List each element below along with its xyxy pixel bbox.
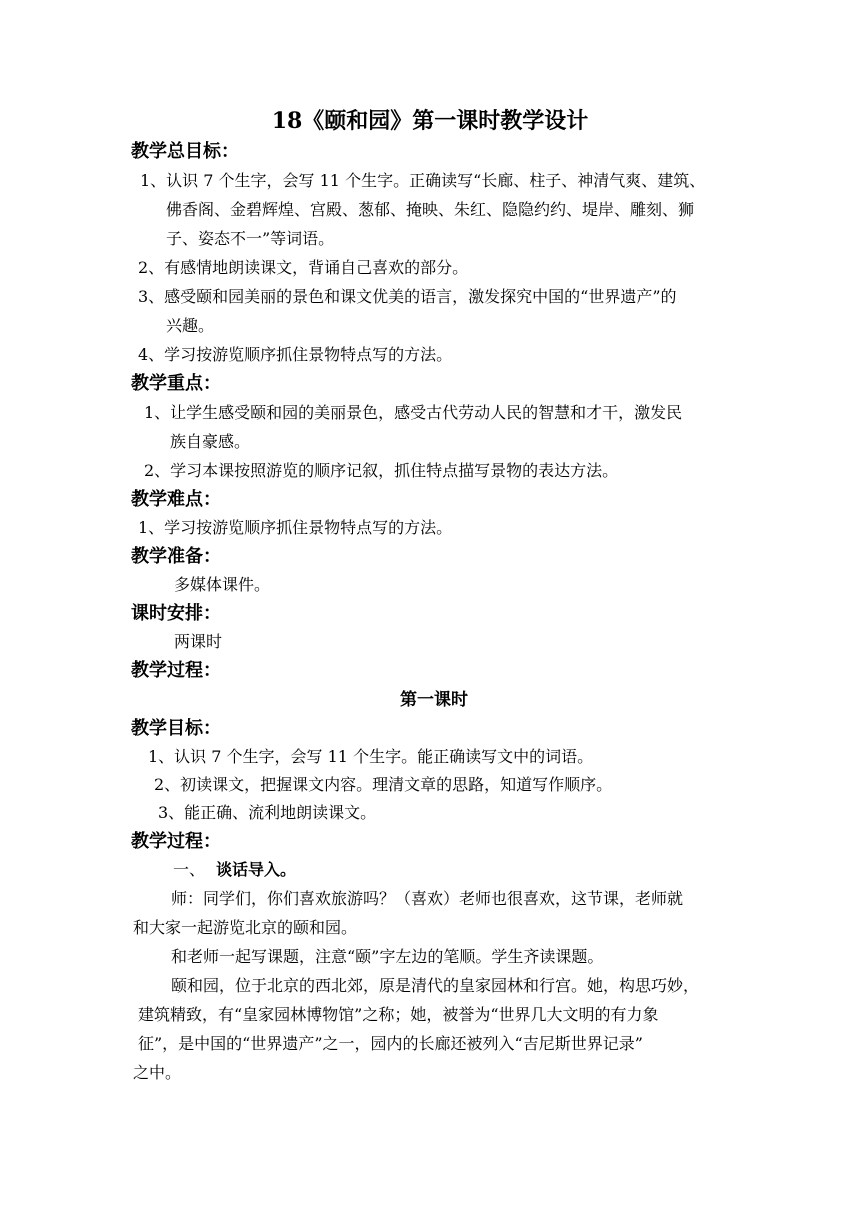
key-point-1-line-1: 1、让学生感受颐和园的美丽景色，感受古代劳动人民的智慧和才干，激发民 (144, 403, 683, 422)
paragraph-3-line-1: 颐和园，位于北京的西北郊，原是清代的皇家园林和行宫。她，构思巧妙， (171, 976, 700, 995)
step-1-title: 谈话导入。 (216, 860, 297, 879)
lesson-goal-2: 2、初读课文，把握课文内容。理清文章的思路，知道写作顺序。 (154, 775, 613, 794)
paragraph-1-line-2: 和大家一起游览北京的颐和园。 (133, 918, 358, 937)
lesson-goal-1: 1、认识 7 个生字，会写 11 个生字。能正确读写文中的词语。 (148, 747, 594, 766)
paragraph-1-line-1: 师：同学们，你们喜欢旅游吗？（喜欢）老师也很喜欢，这节课，老师就 (171, 889, 684, 908)
lesson-goals-heading: 教学目标： (131, 718, 221, 739)
preparation-text: 多媒体课件。 (174, 575, 271, 594)
paragraph-3-line-2: 建筑精致，有“皇家园林博物馆”之称；她，被誉为“世界几大文明的有力象 (138, 1005, 659, 1024)
overall-goals-heading: 教学总目标： (131, 141, 239, 162)
schedule-text: 两课时 (174, 632, 223, 651)
step-1-number: 一、 (173, 860, 206, 879)
key-point-1-line-2: 族自豪感。 (170, 432, 251, 451)
goal-1-line-3: 子、姿态不一”等词语。 (166, 229, 335, 248)
goal-1-line-1: 1、认识 7 个生字，会写 11 个生字。正确读写“长廊、柱子、神清气爽、建筑、 (140, 171, 706, 190)
goal-2: 2、有感情地朗读课文，背诵自己喜欢的部分。 (138, 258, 469, 277)
process-heading: 教学过程： (131, 660, 221, 681)
document-title: 18《颐和园》第一课时教学设计 (271, 108, 589, 134)
key-points-heading: 教学重点： (131, 373, 221, 394)
preparation-heading: 教学准备： (131, 546, 221, 567)
paragraph-2: 和老师一起写课题，注意“颐”字左边的笔顺。学生齐读课题。 (171, 947, 604, 966)
goal-4: 4、学习按游览顺序抓住景物特点写的方法。 (138, 345, 453, 364)
key-point-2: 2、学习本课按照游览的顺序记叙，抓住特点描写景物的表达方法。 (144, 461, 619, 480)
difficulty-1: 1、学习按游览顺序抓住景物特点写的方法。 (138, 518, 453, 537)
process-2-heading: 教学过程： (131, 831, 221, 852)
lesson-1-title: 第一课时 (400, 690, 468, 710)
goal-1-line-2: 佛香阁、金碧辉煌、宫殿、葱郁、掩映、朱红、隐隐约约、堤岸、雕刻、狮 (166, 200, 695, 219)
paragraph-3-line-3: 征”，是中国的“世界遗产”之一，园内的长廊还被列入“吉尼斯世界记录” (138, 1034, 643, 1053)
lesson-goal-3: 3、能正确、流利地朗读课文。 (158, 803, 377, 822)
difficulty-heading: 教学难点： (131, 489, 221, 510)
goal-3-line-2: 兴趣。 (166, 316, 215, 335)
schedule-heading: 课时安排： (131, 603, 221, 624)
goal-3-line-1: 3、感受颐和园美丽的景色和课文优美的语言，激发探究中国的“世界遗产”的 (138, 287, 677, 306)
paragraph-3-line-4: 之中。 (133, 1063, 182, 1082)
